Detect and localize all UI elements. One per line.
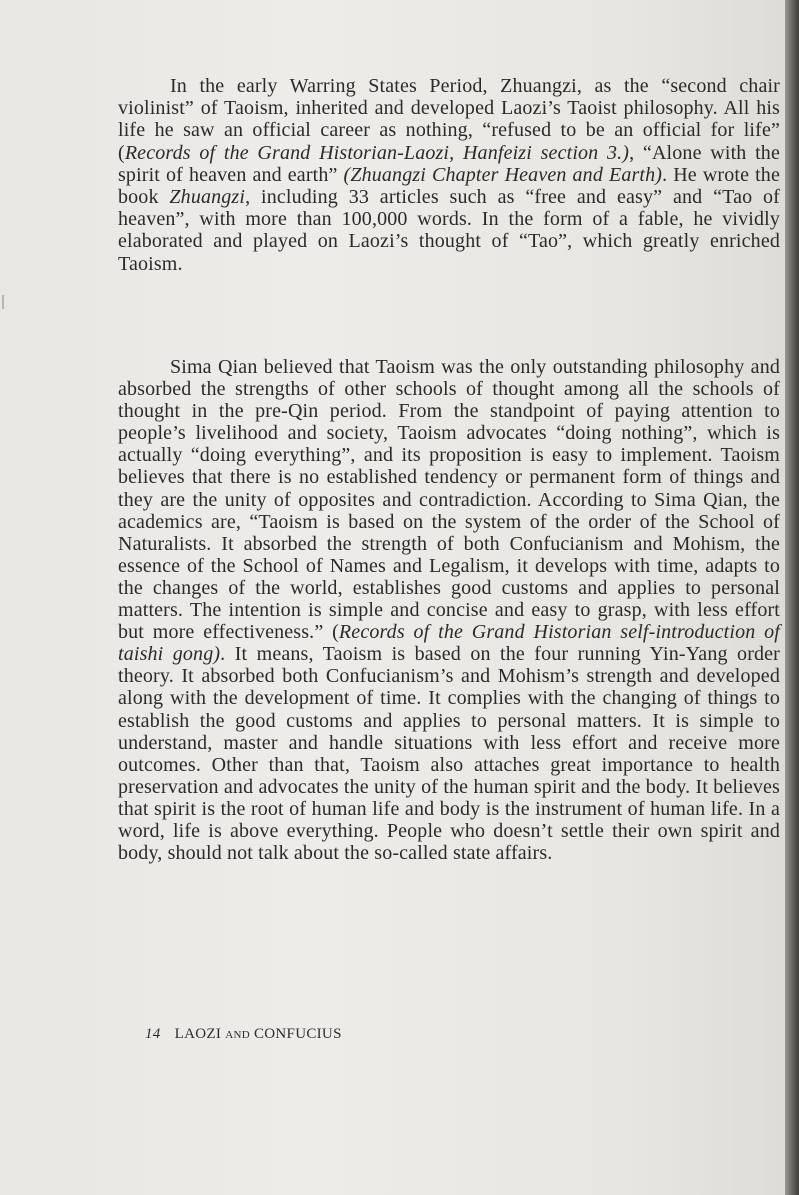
running-title: LAOZI and CONFUCIUS [174, 1026, 342, 1042]
citation-italic: Records of the Grand Historian-Laozi, Hanfeizi section 3.) [124, 141, 630, 164]
book-binding-edge [785, 0, 799, 1195]
citation-italic: (Zhuangzi Chapter Heaven and Earth) [343, 163, 663, 186]
paragraph-zhuangzi [118, 75, 780, 275]
citation-italic: Records of the Grand Historian self-introduction of taishi gong) [118, 621, 780, 666]
text-run: In the early Warring States Period, Zhuangzi, as the “second chair violinist” of Taoism, inherited and developed Laozi’s Taoist philosophy. All his life he saw an official career as nothing, “refused to be an official for life” ( [118, 75, 780, 164]
paragraph-sima-qian [118, 356, 780, 864]
book-title-italic: Zhuangzi [169, 186, 246, 209]
page-number: 14 [145, 1026, 161, 1042]
text-run: . He wrote the book [118, 163, 780, 209]
margin-mark [2, 295, 4, 309]
text-run: . It means, Taoism is based on the four running Yin-Yang order theory. It absorbed both Confucianism’s and Mohism’s strength and developed along with the development of time. It complies with the changing of things to establish the good customs and applies to personal matters. It is simple to understand, master and handle situations with less effort and receive more outcomes. Other than that, Taoism also attaches great importance to health preservation and advocates the unity of the human spirit and the body. It believes that spirit is the root of human life and body is the instrument of human life. In a word, life is above everything. People who doesn’t settle their own spirit and body, should not talk about the so-called state affairs. [118, 643, 780, 865]
page-footer [145, 1026, 342, 1043]
text-run: Sima Qian believed that Taoism was the only outstanding philosophy and absorbed the strengths of other schools of thought among all the schools of thought in the pre-Qin period. From the standpoint of paying attention to people’s livelihood and society, Taoism advocates “doing nothing”, which is actually “doing everything”, and its proposition is easy to implement. Taoism believes that there is no established tendency or permanent form of things and they are the unity of opposites and contradiction. According to Sima Qian, the academics are, “Taoism is based on the system of the order of the School of Naturalists. It absorbed the strength of both Confucianism and Mohism, the essence of the School of Names and Legalism, it develops with time, adapts to the changes of the world, establishes good customs and applies to personal matters. The intention is simple and concise and easy to grasp, with less effort but more effectiveness.” ( [118, 356, 780, 644]
text-run: , including 33 articles such as “free and easy” and “Tao of heaven”, with more than 100,000 words. In the form of a fable, he vividly elaborated and played on Laozi’s thought of “Tao”, which greatly enriched Taoism. [118, 186, 780, 275]
text-run: , “Alone with the spirit of heaven and earth” [118, 141, 780, 186]
